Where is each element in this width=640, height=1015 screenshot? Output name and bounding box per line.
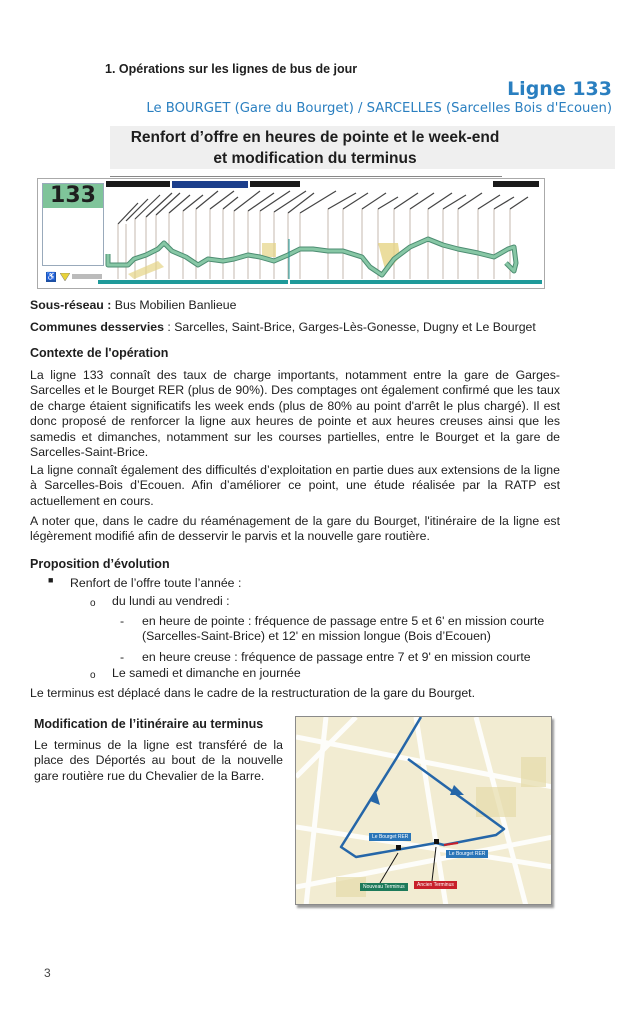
offpeak-item: en heure creuse : fréquence de passage entre 7 et 9' en mission courte xyxy=(142,650,531,664)
line-route-diagram xyxy=(37,178,545,289)
proposition-heading: Proposition d’évolution xyxy=(30,557,170,571)
terminus-note: Le terminus est déplacé dans le cadre de la restructuration de la gare du Bourget. xyxy=(30,686,476,700)
circle-bullet-icon: o xyxy=(90,670,96,681)
contexte-paragraph-3: A noter que, dans le cadre du réaménagement de la gare du Bourget, l'itinéraire de la ligne est légèrement modifié afin de desservir le parvis et la nouvelle gare routière. xyxy=(30,514,560,544)
wheelchair-icon: ♿ xyxy=(46,272,56,281)
proposition-item: Renfort de l’offre toute l’année : xyxy=(70,576,242,590)
terminus-map xyxy=(295,716,552,905)
dash-bullet-icon: - xyxy=(120,614,125,628)
communes xyxy=(30,320,560,335)
sous-reseau-label: Sous-réseau : xyxy=(30,298,112,312)
contexte-paragraph-1: La ligne 133 connaît des taux de charge importants, notamment entre la gare de Garges-Sarcelles et le Bourget RER (plus de 90%). Des comptages ont également confirmé que les taux de charge étaient significatifs les week ends (plus de 80% au point d'arrêt le plus chargé). Il est donc proposé de renforcer la ligne aux heures de pointe et aux heures creuses ainsi que les samedis et dimanches, notamment sur les courses partielles, entre le Bourget et la gare de Sarcelles-Saint-Brice. xyxy=(30,368,560,460)
operation-title-line1: Renfort d’offre en heures de pointe et le week-end xyxy=(130,129,500,146)
weekend-item: Le samedi et dimanche en journée xyxy=(112,666,301,680)
map-svg xyxy=(296,717,552,905)
line-title: Ligne 133 xyxy=(507,78,612,100)
sous-reseau xyxy=(30,298,560,313)
sous-reseau-value: Bus Mobilien Banlieue xyxy=(111,298,237,312)
new-terminus-label: Nouveau Terminus xyxy=(360,883,408,891)
communes-label: Communes desservies xyxy=(30,320,164,334)
weekday-item: du lundi au vendredi : xyxy=(112,594,230,608)
page-number: 3 xyxy=(44,966,51,980)
map-label-rer-2: Le Bourget RER xyxy=(446,850,488,858)
section-heading: 1. Opérations sur les lignes de bus de jour xyxy=(105,62,358,76)
title-divider xyxy=(110,176,502,177)
operation-title-box xyxy=(110,126,615,169)
line-number-badge: 133 xyxy=(43,184,103,208)
line-subtitle: Le BOURGET (Gare du Bourget) / SARCELLES (Sarcelles Bois d'Ecouen) xyxy=(146,101,612,116)
contexte-heading: Contexte de l'opération xyxy=(30,346,169,360)
operation-title-line2: et modification du terminus xyxy=(213,150,417,167)
modification-text: Le terminus de la ligne est transféré de la place des Déportés au bout de la nouvelle gare routière rue du Chevalier de la Barre. xyxy=(34,738,283,783)
dash-bullet-icon: - xyxy=(120,650,125,664)
map-label-rer-1: Le Bourget RER xyxy=(369,833,411,841)
peak-item: en heure de pointe : fréquence de passage entre 5 et 6' en mission courte (Sarcelles-Saint-Brice) et 12' en mission longue (Bois d’Ecouen) xyxy=(142,614,545,644)
old-terminus-label: Ancien Terminus xyxy=(414,881,457,889)
operation-title xyxy=(110,127,520,169)
route-svg xyxy=(38,179,546,290)
communes-value: : Sarcelles, Saint-Brice, Garges-Lès-Gonesse, Dugny et Le Bourget xyxy=(163,320,536,334)
square-bullet-icon: ■ xyxy=(48,575,54,585)
contexte-paragraph-2: La ligne connaît également des difficultés d’exploitation en partie dues aux extensions de la ligne à Sarcelles-Bois d’Ecouen. Afin d’améliorer ce point, une étude réalisée par la RATP est actuellement en cours. xyxy=(30,463,560,508)
modification-heading: Modification de l’itinéraire au terminus xyxy=(34,717,264,731)
circle-bullet-icon: o xyxy=(90,598,96,609)
